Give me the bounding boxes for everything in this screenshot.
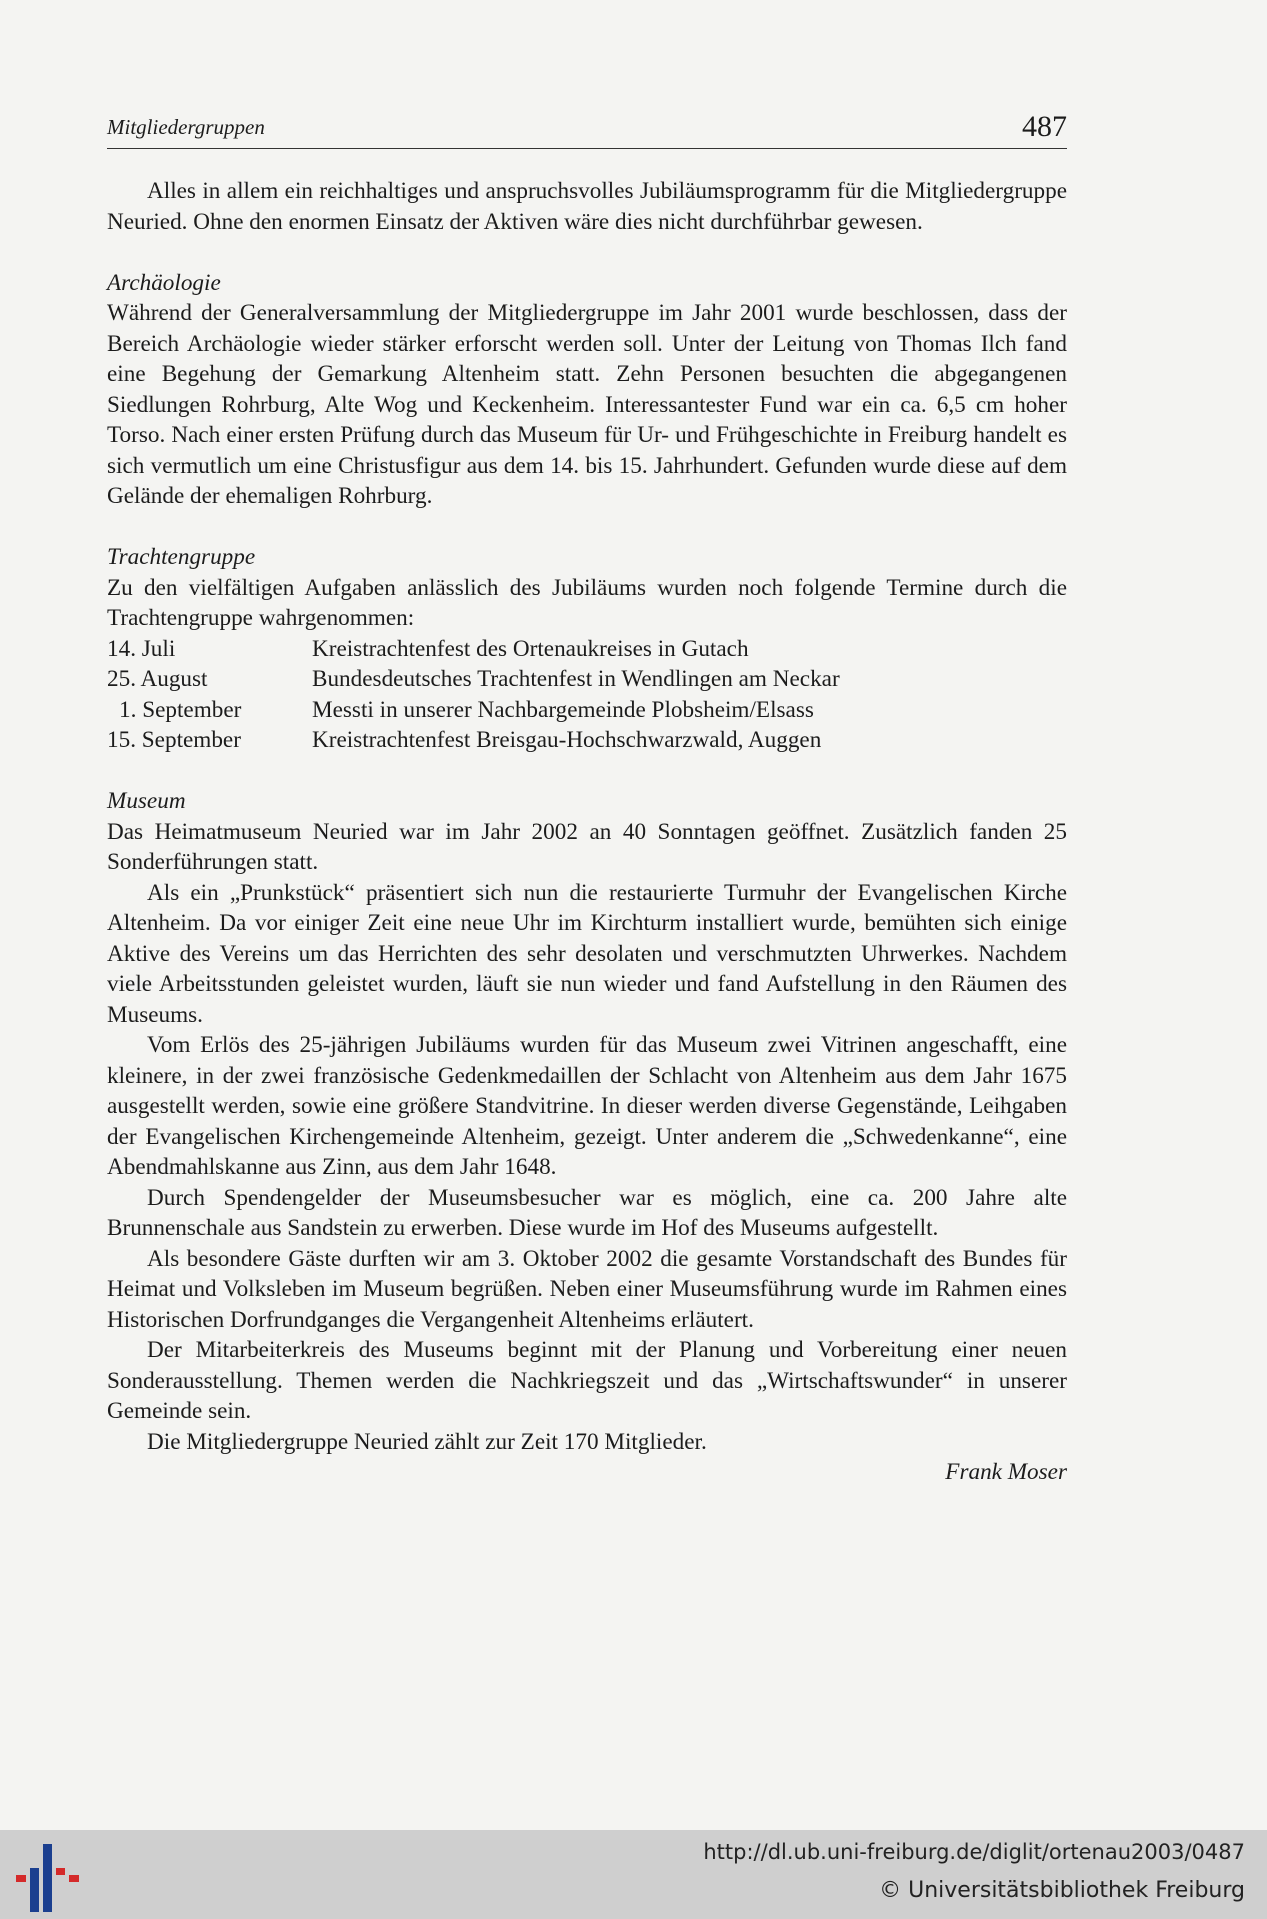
- event-label: Kreistrachtenfest Breisgau-Hochschwarzwald, Auggen: [312, 727, 822, 753]
- date-label: 1. September: [119, 696, 242, 723]
- museum-paragraph: Vom Erlös des 25-jährigen Jubiläums wurden für das Museum zwei Vitrinen angeschafft, eine kleinere, in der zwei französische Gedenkmedaillen der Schlacht von Altenheim aus dem Jahr 1675 ausgestellt werden, sowie eine größere Standvitrine. In dieser werden diverse Gegenstände, Leihgaben der Evangelischen Kirchengemeinde Altenheim, gezeigt. Unter anderem die „Schwedenkanne“, eine Abendmahlskanne aus Zinn, aus dem Jahr 1648.: [107, 1032, 1067, 1180]
- running-head: Mitgliedergruppen: [107, 115, 265, 139]
- date-label: 25. August: [107, 666, 208, 692]
- archaeologie-paragraph: Während der Generalversammlung der Mitgliedergruppe im Jahr 2001 wurde beschlossen, dass der Bereich Archäologie wieder stärker erforscht werden soll. Unter der Leitung von Thomas Ilch fand eine Begehung der Gemarkung Altenheim statt. Zehn Personen besuchten die abgegangenen Siedlungen Rohrburg, Alte Wog und Keckenheim. Interessantester Fund war ein ca. 6,5 cm hoher Torso. Nach einer ersten Prüfung durch das Museum für Ur- und Frühgeschichte in Freiburg handelt es sich vermutlich um eine Christusfigur aus dem 14. bis 15. Jahrhundert. Gefunden wurde diese auf dem Gelände der ehemaligen Rohrburg.: [107, 300, 1067, 509]
- section-heading-archaeologie: Archäologie: [107, 269, 221, 296]
- trachtengruppe-paragraph: Zu den vielfältigen Aufgaben anlässlich des Jubiläums wurden noch folgende Termine durch die Trachtengruppe wahrgenommen:: [107, 574, 1067, 631]
- copyright-notice: © Universitätsbibliothek Freiburg: [879, 1878, 1245, 1903]
- museum-paragraph: Die Mitgliedergruppe Neuried zählt zur Zeit 170 Mitglieder.: [147, 1428, 707, 1455]
- ub-freiburg-logo-icon: [14, 1842, 84, 1914]
- date-list: [107, 634, 1067, 756]
- event-label: Bundesdeutsches Trachtenfest in Wendlingen am Neckar: [312, 666, 840, 692]
- page-number: 487: [1022, 110, 1067, 143]
- museum-paragraph: Als ein „Prunkstück“ präsentiert sich nun die restaurierte Turmuhr der Evangelischen Kirche Altenheim. Da vor einiger Zeit eine neue Uhr im Kirchturm installiert wurde, bemühten sich einige Aktive des Vereins um das Herrichten des sehr desolaten und verschmutzten Uhrwerkes. Nachdem viele Arbeitsstunden geleistet wurden, läuft sie nun wieder und fand Aufstellung in den Räumen des Museums.: [107, 879, 1067, 1028]
- museum-paragraph: Durch Spendengelder der Museumsbesucher war es möglich, eine ca. 200 Jahre alte Brunnenschale aus Sandstein zu erwerben. Diese wurde im Hof des Museums aufgestellt.: [107, 1184, 1067, 1241]
- section-heading-trachtengruppe: Trachtengruppe: [107, 544, 256, 570]
- date-label: 14. Juli: [107, 635, 176, 662]
- date-row: [107, 725, 1067, 756]
- author-signature: Frank Moser: [945, 1459, 1067, 1485]
- section-heading-museum: Museum: [107, 788, 186, 814]
- page-header: [107, 108, 1067, 149]
- source-url-link[interactable]: http://dl.ub.uni-freiburg.de/diglit/ortenau2003/0487: [703, 1840, 1245, 1864]
- museum-paragraph: Der Mitarbeiterkreis des Museums beginnt mit der Planung und Vorbereitung einer neuen Sonderausstellung. Themen werden die Nachkriegszeit und das „Wirtschaftswunder“ in unserer Gemeinde sein.: [107, 1337, 1067, 1424]
- event-label: Messti in unserer Nachbargemeinde Plobsheim/Elsass: [312, 696, 814, 723]
- event-label: Kreistrachtenfest des Ortenaukreises in Gutach: [312, 635, 749, 662]
- date-row: [107, 695, 1067, 726]
- page-body: [107, 176, 1067, 1488]
- date-label: 15. September: [107, 727, 241, 753]
- museum-paragraph: Als besondere Gäste durften wir am 3. Oktober 2002 die gesamte Vorstandschaft des Bundes für Heimat und Volksleben im Museum begrüßen. Neben einer Museumsführung wurde im Rahmen eines Historischen Dorfrundganges die Vergangenheit Altenheims erläutert.: [107, 1245, 1067, 1333]
- intro-paragraph: Alles in allem ein reichhaltiges und anspruchsvolles Jubiläumsprogramm für die Mitgliedergruppe Neuried. Ohne den enormen Einsatz der Aktiven wäre dies nicht durchführbar gewesen.: [107, 178, 1067, 235]
- date-row: [107, 664, 1067, 695]
- museum-paragraph: Das Heimatmuseum Neuried war im Jahr 2002 an 40 Sonntagen geöffnet. Zusätzlich fanden 25 Sonderführungen statt.: [107, 818, 1067, 875]
- footer-bar: [0, 1830, 1267, 1919]
- date-row: [107, 634, 1067, 665]
